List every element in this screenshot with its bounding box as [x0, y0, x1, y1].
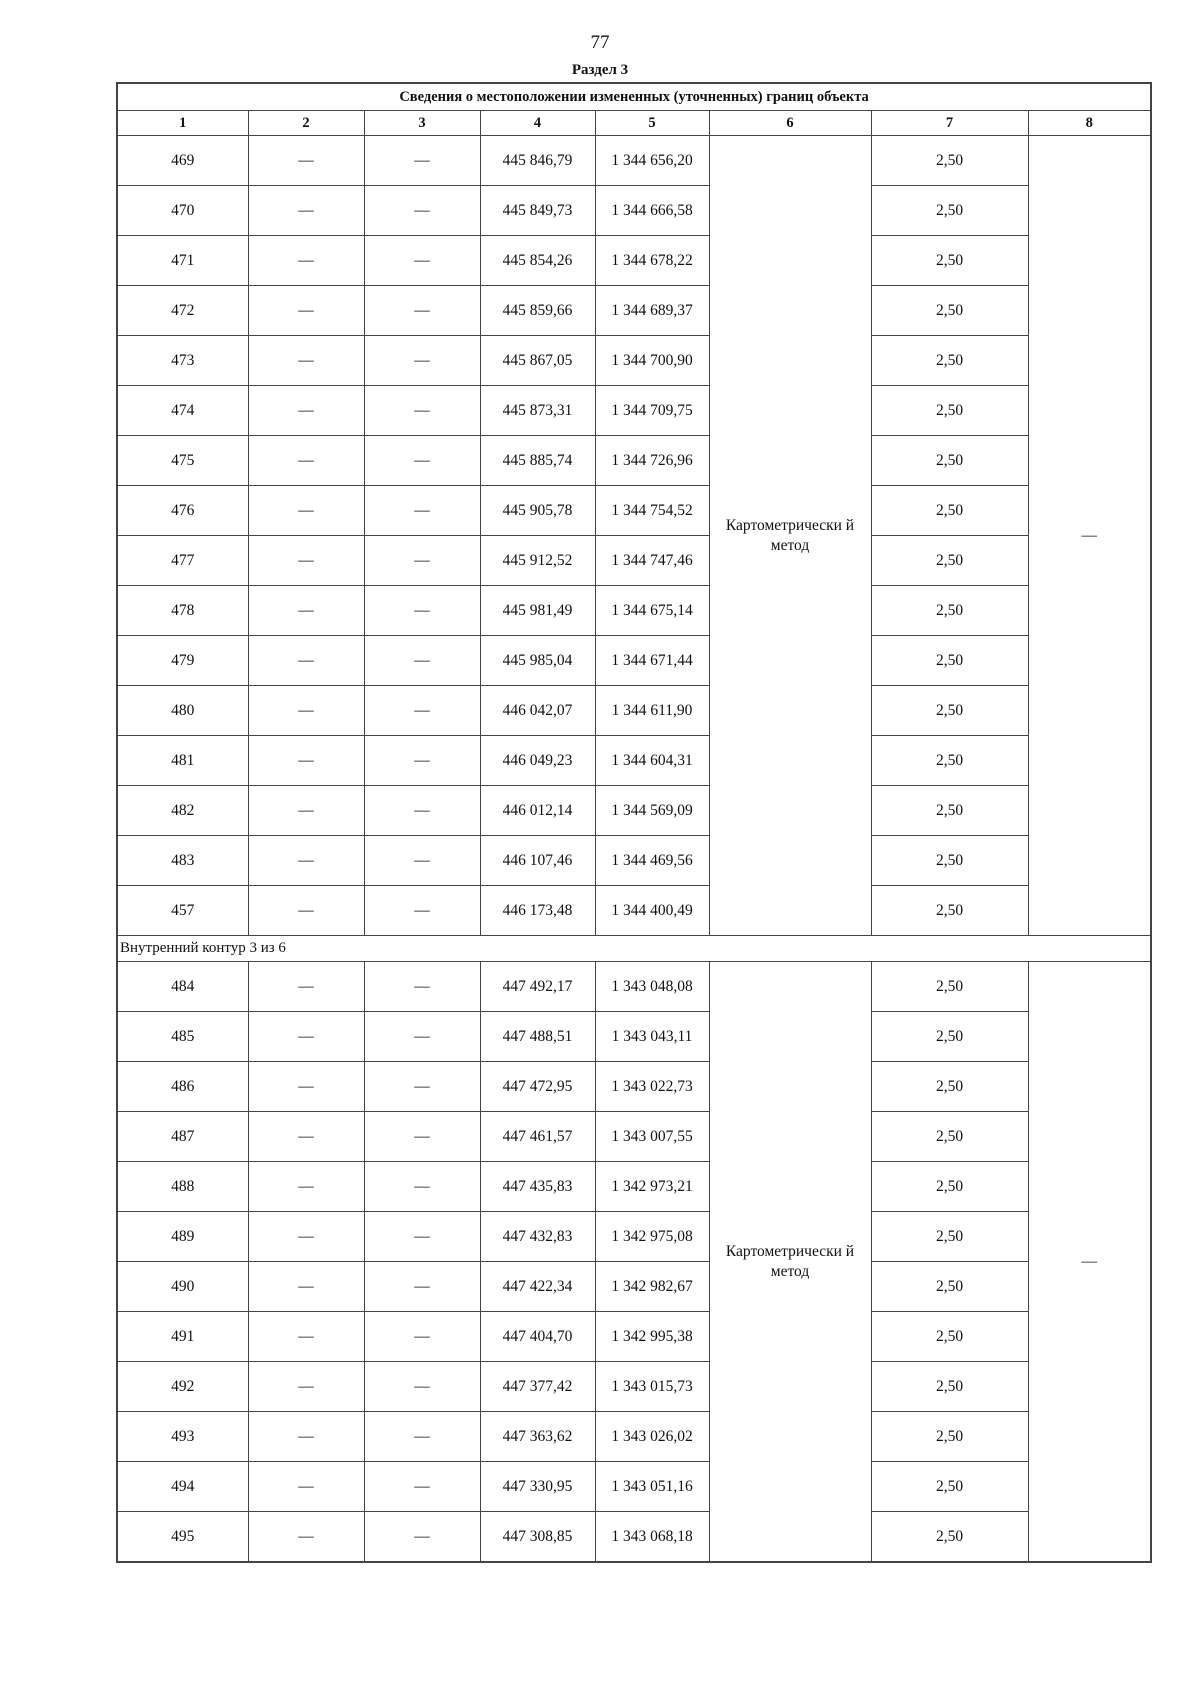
col-3-value: — [364, 1212, 480, 1262]
y-coordinate: 1 344 469,56 [595, 836, 709, 886]
y-coordinate: 1 343 015,73 [595, 1362, 709, 1412]
accuracy-value: 2,50 [871, 586, 1028, 636]
point-number: 473 [117, 336, 248, 386]
accuracy-value: 2,50 [871, 1362, 1028, 1412]
col-3-value: — [364, 1012, 480, 1062]
col-2-value: — [248, 1212, 364, 1262]
table-row [117, 1462, 1151, 1512]
table-row [117, 886, 1151, 936]
accuracy-value: 2,50 [871, 1112, 1028, 1162]
table-row [117, 636, 1151, 686]
col-3-value: — [364, 736, 480, 786]
y-coordinate: 1 344 666,58 [595, 186, 709, 236]
col-2-value: — [248, 1062, 364, 1112]
col-3-value: — [364, 962, 480, 1012]
col-3-value: — [364, 886, 480, 936]
x-coordinate: 445 873,31 [480, 386, 595, 436]
accuracy-value: 2,50 [871, 286, 1028, 336]
accuracy-value: 2,50 [871, 436, 1028, 486]
y-coordinate: 1 342 982,67 [595, 1262, 709, 1312]
point-number: 474 [117, 386, 248, 436]
col-8-value: — [1028, 136, 1151, 936]
point-number: 489 [117, 1212, 248, 1262]
y-coordinate: 1 344 604,31 [595, 736, 709, 786]
x-coordinate: 447 461,57 [480, 1112, 595, 1162]
col-2-value: — [248, 286, 364, 336]
x-coordinate: 446 049,23 [480, 736, 595, 786]
x-coordinate: 447 363,62 [480, 1412, 595, 1462]
table-row [117, 136, 1151, 186]
col-3-value: — [364, 136, 480, 186]
col-8-value: — [1028, 962, 1151, 1563]
point-number: 484 [117, 962, 248, 1012]
column-number: 6 [709, 111, 871, 136]
accuracy-value: 2,50 [871, 486, 1028, 536]
table-row [117, 436, 1151, 486]
col-2-value: — [248, 186, 364, 236]
col-2-value: — [248, 1112, 364, 1162]
accuracy-value: 2,50 [871, 962, 1028, 1012]
col-2-value: — [248, 736, 364, 786]
col-2-value: — [248, 836, 364, 886]
point-number: 471 [117, 236, 248, 286]
column-number: 4 [480, 111, 595, 136]
accuracy-value: 2,50 [871, 186, 1028, 236]
col-3-value: — [364, 386, 480, 436]
x-coordinate: 445 981,49 [480, 586, 595, 636]
section-title: Раздел 3 [571, 62, 629, 78]
table-row [117, 736, 1151, 786]
col-3-value: — [364, 486, 480, 536]
col-2-value: — [248, 1262, 364, 1312]
y-coordinate: 1 343 051,16 [595, 1462, 709, 1512]
y-coordinate: 1 344 754,52 [595, 486, 709, 536]
table-row [117, 1362, 1151, 1412]
y-coordinate: 1 343 043,11 [595, 1012, 709, 1062]
x-coordinate: 447 435,83 [480, 1162, 595, 1212]
col-2-value: — [248, 536, 364, 586]
col-3-value: — [364, 586, 480, 636]
col-3-value: — [364, 686, 480, 736]
table-row [117, 786, 1151, 836]
column-number: 8 [1028, 111, 1151, 136]
accuracy-value: 2,50 [871, 1262, 1028, 1312]
col-2-value: — [248, 886, 364, 936]
x-coordinate: 447 377,42 [480, 1362, 595, 1412]
col-2-value: — [248, 1162, 364, 1212]
col-3-value: — [364, 1312, 480, 1362]
point-number: 480 [117, 686, 248, 736]
contour-label-row [117, 936, 1151, 962]
x-coordinate: 445 885,74 [480, 436, 595, 486]
x-coordinate: 445 867,05 [480, 336, 595, 386]
y-coordinate: 1 344 709,75 [595, 386, 709, 436]
point-number: 475 [117, 436, 248, 486]
method-cell: Картометрически й метод [709, 962, 871, 1563]
col-2-value: — [248, 1312, 364, 1362]
accuracy-value: 2,50 [871, 1312, 1028, 1362]
col-3-value: — [364, 436, 480, 486]
table-row [117, 536, 1151, 586]
table-row [117, 1412, 1151, 1462]
point-number: 482 [117, 786, 248, 836]
table-row [117, 336, 1151, 386]
y-coordinate: 1 344 675,14 [595, 586, 709, 636]
table-row [117, 186, 1151, 236]
x-coordinate: 447 492,17 [480, 962, 595, 1012]
point-number: 476 [117, 486, 248, 536]
col-3-value: — [364, 186, 480, 236]
table-row [117, 1012, 1151, 1062]
y-coordinate: 1 342 973,21 [595, 1162, 709, 1212]
page-number: 77 [590, 32, 610, 53]
x-coordinate: 445 854,26 [480, 236, 595, 286]
point-number: 481 [117, 736, 248, 786]
y-coordinate: 1 343 026,02 [595, 1412, 709, 1462]
accuracy-value: 2,50 [871, 886, 1028, 936]
y-coordinate: 1 343 022,73 [595, 1062, 709, 1112]
table-row [117, 1112, 1151, 1162]
x-coordinate: 447 422,34 [480, 1262, 595, 1312]
point-number: 483 [117, 836, 248, 886]
x-coordinate: 445 985,04 [480, 636, 595, 686]
x-coordinate: 446 107,46 [480, 836, 595, 886]
table-row [117, 486, 1151, 536]
col-2-value: — [248, 136, 364, 186]
point-number: 479 [117, 636, 248, 686]
accuracy-value: 2,50 [871, 736, 1028, 786]
table-row [117, 1262, 1151, 1312]
col-2-value: — [248, 486, 364, 536]
col-2-value: — [248, 1512, 364, 1563]
point-number: 470 [117, 186, 248, 236]
accuracy-value: 2,50 [871, 636, 1028, 686]
y-coordinate: 1 343 048,08 [595, 962, 709, 1012]
table-row [117, 1162, 1151, 1212]
col-2-value: — [248, 686, 364, 736]
col-3-value: — [364, 1462, 480, 1512]
point-number: 487 [117, 1112, 248, 1162]
x-coordinate: 446 173,48 [480, 886, 595, 936]
col-3-value: — [364, 1362, 480, 1412]
table-row [117, 836, 1151, 886]
accuracy-value: 2,50 [871, 1162, 1028, 1212]
col-2-value: — [248, 236, 364, 286]
x-coordinate: 446 042,07 [480, 686, 595, 736]
col-2-value: — [248, 962, 364, 1012]
point-number: 494 [117, 1462, 248, 1512]
col-2-value: — [248, 436, 364, 486]
accuracy-value: 2,50 [871, 1012, 1028, 1062]
col-3-value: — [364, 536, 480, 586]
y-coordinate: 1 344 671,44 [595, 636, 709, 686]
x-coordinate: 446 012,14 [480, 786, 595, 836]
contour-label: Внутренний контур 3 из 6 [117, 936, 1151, 962]
table-row [117, 1212, 1151, 1262]
col-2-value: — [248, 786, 364, 836]
y-coordinate: 1 344 656,20 [595, 136, 709, 186]
y-coordinate: 1 342 975,08 [595, 1212, 709, 1262]
y-coordinate: 1 344 747,46 [595, 536, 709, 586]
x-coordinate: 445 846,79 [480, 136, 595, 186]
col-2-value: — [248, 586, 364, 636]
table-row [117, 686, 1151, 736]
table-row [117, 1312, 1151, 1362]
table-row [117, 962, 1151, 1012]
accuracy-value: 2,50 [871, 1212, 1028, 1262]
col-3-value: — [364, 836, 480, 886]
method-cell: Картометрически й метод [709, 136, 871, 936]
y-coordinate: 1 344 611,90 [595, 686, 709, 736]
table-row [117, 286, 1151, 336]
x-coordinate: 447 432,83 [480, 1212, 595, 1262]
accuracy-value: 2,50 [871, 1062, 1028, 1112]
col-2-value: — [248, 1412, 364, 1462]
x-coordinate: 445 859,66 [480, 286, 595, 336]
x-coordinate: 447 308,85 [480, 1512, 595, 1563]
y-coordinate: 1 344 726,96 [595, 436, 709, 486]
point-number: 491 [117, 1312, 248, 1362]
column-number: 2 [248, 111, 364, 136]
y-coordinate: 1 344 400,49 [595, 886, 709, 936]
x-coordinate: 447 330,95 [480, 1462, 595, 1512]
col-2-value: — [248, 386, 364, 436]
x-coordinate: 445 912,52 [480, 536, 595, 586]
col-3-value: — [364, 1262, 480, 1312]
accuracy-value: 2,50 [871, 686, 1028, 736]
accuracy-value: 2,50 [871, 386, 1028, 436]
point-number: 485 [117, 1012, 248, 1062]
point-number: 486 [117, 1062, 248, 1112]
y-coordinate: 1 344 569,09 [595, 786, 709, 836]
column-number: 5 [595, 111, 709, 136]
accuracy-value: 2,50 [871, 836, 1028, 886]
col-3-value: — [364, 1162, 480, 1212]
accuracy-value: 2,50 [871, 1512, 1028, 1563]
col-3-value: — [364, 1412, 480, 1462]
y-coordinate: 1 344 678,22 [595, 236, 709, 286]
table-row [117, 1512, 1151, 1563]
accuracy-value: 2,50 [871, 536, 1028, 586]
point-number: 493 [117, 1412, 248, 1462]
table-caption: Сведения о местоположении измененных (уточненных) границ объекта [117, 83, 1151, 111]
accuracy-value: 2,50 [871, 236, 1028, 286]
accuracy-value: 2,50 [871, 336, 1028, 386]
col-3-value: — [364, 786, 480, 836]
x-coordinate: 447 404,70 [480, 1312, 595, 1362]
table-row [117, 1062, 1151, 1112]
column-number: 3 [364, 111, 480, 136]
accuracy-value: 2,50 [871, 136, 1028, 186]
x-coordinate: 447 472,95 [480, 1062, 595, 1112]
col-3-value: — [364, 1112, 480, 1162]
y-coordinate: 1 344 700,90 [595, 336, 709, 386]
point-number: 478 [117, 586, 248, 636]
accuracy-value: 2,50 [871, 1462, 1028, 1512]
col-3-value: — [364, 1062, 480, 1112]
col-3-value: — [364, 286, 480, 336]
col-2-value: — [248, 336, 364, 386]
x-coordinate: 445 849,73 [480, 186, 595, 236]
y-coordinate: 1 343 007,55 [595, 1112, 709, 1162]
accuracy-value: 2,50 [871, 1412, 1028, 1462]
boundary-coordinates-table [116, 82, 1152, 1563]
point-number: 490 [117, 1262, 248, 1312]
y-coordinate: 1 344 689,37 [595, 286, 709, 336]
point-number: 469 [117, 136, 248, 186]
col-2-value: — [248, 1362, 364, 1412]
y-coordinate: 1 343 068,18 [595, 1512, 709, 1563]
x-coordinate: 445 905,78 [480, 486, 595, 536]
point-number: 488 [117, 1162, 248, 1212]
col-3-value: — [364, 336, 480, 386]
accuracy-value: 2,50 [871, 786, 1028, 836]
y-coordinate: 1 342 995,38 [595, 1312, 709, 1362]
point-number: 472 [117, 286, 248, 336]
table-row [117, 236, 1151, 286]
col-3-value: — [364, 1512, 480, 1563]
point-number: 492 [117, 1362, 248, 1412]
point-number: 477 [117, 536, 248, 586]
col-3-value: — [364, 236, 480, 286]
table-row [117, 586, 1151, 636]
x-coordinate: 447 488,51 [480, 1012, 595, 1062]
table-row [117, 386, 1151, 436]
point-number: 457 [117, 886, 248, 936]
column-number: 1 [117, 111, 248, 136]
col-3-value: — [364, 636, 480, 686]
col-2-value: — [248, 636, 364, 686]
column-number: 7 [871, 111, 1028, 136]
col-2-value: — [248, 1462, 364, 1512]
col-2-value: — [248, 1012, 364, 1062]
point-number: 495 [117, 1512, 248, 1563]
